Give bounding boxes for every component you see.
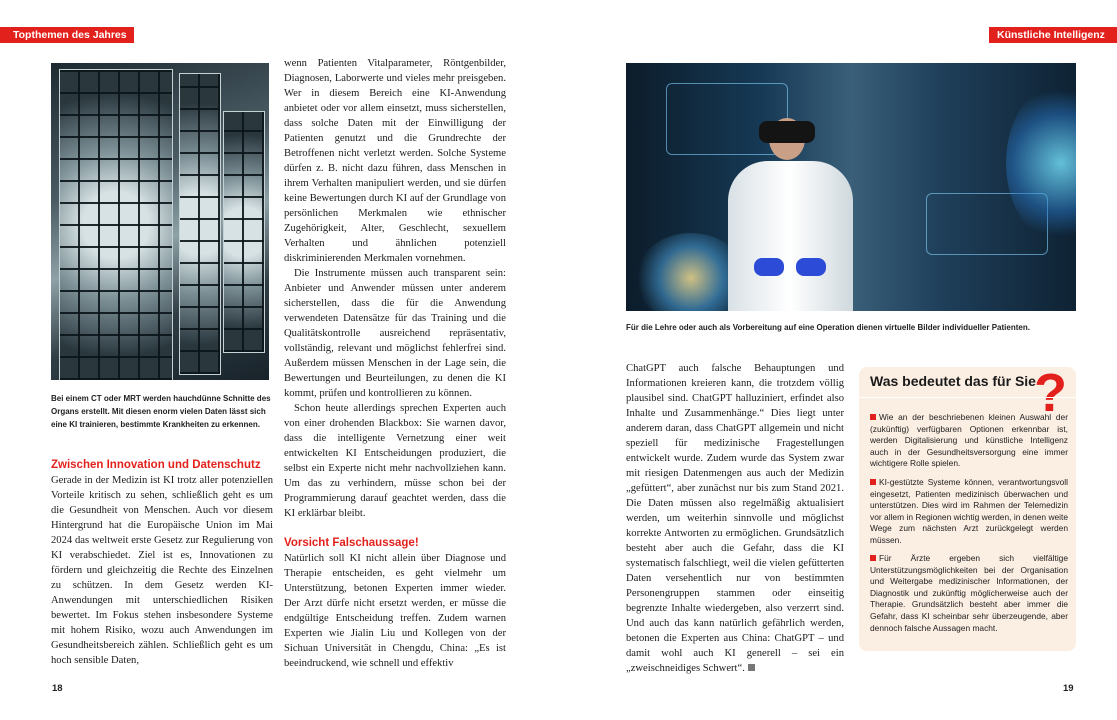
end-mark-icon: [748, 664, 755, 671]
paragraph: [626, 361, 844, 676]
bullet-square-icon: [870, 555, 876, 561]
vr-doctor-photo: [626, 63, 1076, 311]
section-tag-right: Künstliche Intelligenz: [989, 27, 1117, 43]
photo-caption-left: Bei einem CT oder MRT werden hauchdünne Schnitte des Organs erstellt. Mit diesen enorm vielen Daten lässt sich eine KI trainieren, bestimmte Krankheiten zu erkennen.: [51, 394, 271, 429]
paragraph: Schon heute allerdings sprechen Experten auch von einer drohenden Blackbox: Sie warnen davor, dass die intelligente Vernetzung einer weit entwickelten KI Entscheidungen produziert, die selbst ein Experte nicht mehr nachvollziehen kann. Um das zu verhindern, müsse schon bei der Programmierung darauf geachtet werden, dass die KI erklärbar bleibt.: [284, 403, 506, 519]
section-heading-datenschutz: Zwischen Innovation und Datenschutz: [51, 459, 261, 471]
page-number-left: 18: [52, 683, 63, 694]
paragraph: wenn Patienten Vitalparameter, Röntgenbilder, Diagnosen, Laborwerte und vieles mehr preisgeben. Wer in diesem Bereich eine KI-Anwendung anbietet oder vor allem einsetzt, muss sicherstellen, dass solche Daten mit der Einwilligung der Patienten genutzt und die Grundrechte der Betroffenen nicht verletzt werden. Solche Systeme dürfen z. B. nicht dazu führen, dass Menschen in ihrem Verhalten manipuliert werden, und sie dürfen keine Bewertungen durch KI auf der Grundlage von persönlichen Merkmalen wie ethnischer Zugehörigkeit, Alter, Geschlecht, sexuellem Verhalten und ähnlichen potenziell diskriminierenden Merkmalen vornehmen.: [284, 58, 506, 264]
ct-scan-photo: [51, 63, 269, 380]
question-mark-icon: ?: [1034, 363, 1067, 423]
bullet-square-icon: [870, 479, 876, 485]
text-column-1: [51, 458, 273, 668]
info-box: [859, 363, 1076, 651]
info-box-item: Wie an der beschriebenen kleinen Auswahl der (zukünftig) verfügbaren Optionen erkennbar ist, werden Digitalisierung und künstliche Intelligenz auch in der Gesundheitsversorgung eine immer wichtigere Rolle spielen.: [870, 412, 1068, 469]
text-column-3: [626, 361, 844, 676]
section-tag-left: Topthemen des Jahres: [0, 27, 134, 43]
info-box-title: Was bedeutet das für Sie: [870, 373, 1036, 389]
photo-caption-right: Für die Lehre oder auch als Vorbereitung auf eine Operation dienen virtuelle Bilder individueller Patienten.: [626, 323, 1030, 332]
text-column-2: [284, 56, 506, 671]
paragraph: Gerade in der Medizin ist KI trotz aller potenziellen Vorteile kritisch zu sehen, schließlich geht es um die Gesundheit von Menschen. Auch vor diesem Hintergrund hat die Europäische Union im Mai 2024 das weltweit erste Gesetz zur Regulierung von KI verabschiedet. Ziel ist es, Innovationen zu fördern und gleichzeitig die Rechte des Einzelnen zu schützen. In dem Gesetz werden KI-Anwendungen mit unterschiedlichen Risiken bewertet. Im Fokus stehen insbesondere Systeme mit hohem Risiko, wozu auch Anwendungen im Gesundheitsbereich zählen. Schließlich geht es um hoch sensible Daten,: [51, 475, 273, 666]
paragraph: Natürlich soll KI nicht allein über Diagnose und Therapie entscheiden, es geht vielmehr um Unterstützung, betonen Experten immer wieder. Der Arzt dürfe nicht ersetzt werden, er müsse die endgültige Entscheidung treffen. Zudem warnen Experten wie Jialin Liu und Kollegen von der Sichuan Universität in Chengdu, China: „Es ist beeindruckend, wie schnell und effektiv: [284, 553, 506, 669]
section-heading-falschaussage: Vorsicht Falschaussage!: [284, 537, 419, 549]
info-box-item: KI-gestützte Systeme können, verantwortungsvoll eingesetzt, Patienten medizinisch überwachen und unterstützen. Dies wird im Rahmen der Telemedizin vor allem in Regionen wichtig werden, in denen weite Wege zum nächsten Arzt zurückgelegt werden müssen.: [870, 477, 1068, 545]
paragraph-text: ChatGPT auch falsche Behauptungen und Informationen kreieren kann, die trotzdem völlig plausibel sind. ChatGPT halluziniert, erfindet also Inhalte und Zusammenhänge.“ Dies liegt unter anderem daran, dass ChatGPT allgemein und nicht speziell für medizinische Fragestellungen entwickelt wurde. Zudem wurde das System zwar mit riesigen Datenmengen aus auch der Medizin „gefüttert“, aber zunächst nur bis zum Stand 2021. Die Daten müssen also regelmäßig aktualisiert werden, um weiterhin sinnvolle und möglichst korrekte Antworten zu ermöglichen. Grundsätzlich besteht aber auch die Gefahr, dass die KI systematisch falschliegt, weil die vielen gefütterten Daten versehentlich nur von bestimmten Personengruppen stammen oder einseitig begrenzte Inhalte wiedergeben, also verzerrt sind. Und auch das kann natürlich gefährlich werden, betonen die Experten aus China: ChatGPT – und damit wohl auch KI generell – sei ein „zweischneidiges Schwert“.: [626, 363, 844, 674]
paragraph: Die Instrumente müssen auch transparent sein: Anbieter und Anwender müssen unter anderem sicherstellen, dass die für die Anwendung verwendeten Datensätze für das Training und die Qualitätskontrolle ausreichend repräsentativ, vollständig, relevant und möglichst fehlerfrei sind. Außerdem müssen Menschen in der Lage sein, die Bewertungen und Beurteilungen, zu denen die KI kommt, prüfen und kontrollieren zu können.: [284, 268, 506, 399]
page-number-right: 19: [1063, 683, 1074, 694]
bullet-square-icon: [870, 414, 876, 420]
info-box-item: Für Ärzte ergeben sich vielfältige Unterstützungsmöglichkeiten bei der Organisation und Weitergabe medizinischer Informationen, der Diagnostik und zukünftig möglicherweise auch der Therapie. Grundsätzlich besteht aber immer die Gefahr, dass KI scheinbar sehr überzeugende, aber dennoch falsche Aussagen macht.: [870, 553, 1068, 633]
